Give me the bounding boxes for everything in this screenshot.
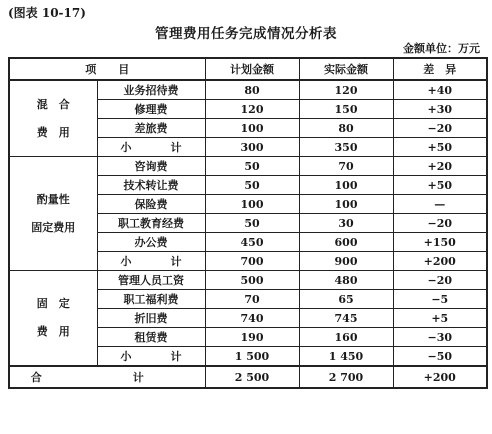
cell-diff: −5	[393, 290, 487, 309]
cell-planned: 450	[205, 233, 299, 252]
subtotal-label: 小 计	[97, 138, 205, 157]
cell-actual: 160	[299, 328, 393, 347]
cell-planned: 500	[205, 271, 299, 290]
header-planned: 计划金额	[205, 58, 299, 80]
cell-actual: 100	[299, 176, 393, 195]
subtotal-actual: 1 450	[299, 347, 393, 367]
cell-diff: —	[393, 195, 487, 214]
group-label-line: 费 用	[36, 325, 70, 338]
grand-total-planned: 2 500	[205, 366, 299, 388]
cell-planned: 120	[205, 100, 299, 119]
cell-actual: 745	[299, 309, 393, 328]
unit-note: 金额单位：万元	[403, 42, 480, 55]
group-label	[9, 271, 97, 367]
group-label-line: 固定费用	[31, 220, 76, 234]
cell-diff: −20	[393, 214, 487, 233]
cell-item: 咨询费	[97, 157, 205, 176]
cell-item: 职工教育经费	[97, 214, 205, 233]
cell-planned: 740	[205, 309, 299, 328]
cell-item: 租赁费	[97, 328, 205, 347]
cell-diff: +20	[393, 157, 487, 176]
cell-diff: +150	[393, 233, 487, 252]
group-label	[9, 157, 97, 271]
cell-planned: 100	[205, 195, 299, 214]
cell-diff: −20	[393, 271, 487, 290]
subtotal-diff: +200	[393, 252, 487, 271]
subtotal-planned: 1 500	[205, 347, 299, 367]
grand-total-diff: +200	[393, 366, 487, 388]
table-title: 管理费用任务完成情况分析表	[155, 26, 337, 42]
grand-total-label: 合 计	[9, 366, 205, 388]
cell-diff: −20	[393, 119, 487, 138]
cell-actual: 150	[299, 100, 393, 119]
grand-total-row	[9, 366, 487, 388]
subtotal-planned: 300	[205, 138, 299, 157]
table-row	[9, 157, 487, 176]
subtotal-diff: −50	[393, 347, 487, 367]
cell-planned: 50	[205, 176, 299, 195]
cell-planned: 50	[205, 157, 299, 176]
cell-item: 管理人员工资	[97, 271, 205, 290]
group-label-line: 费 用	[36, 125, 70, 139]
table-row	[9, 271, 487, 290]
subtotal-diff: +50	[393, 138, 487, 157]
group-label-line: 固 定	[36, 297, 70, 311]
cell-actual: 65	[299, 290, 393, 309]
expense-analysis-table	[8, 57, 488, 389]
cell-planned: 100	[205, 119, 299, 138]
grand-total-actual: 2 700	[299, 366, 393, 388]
cell-diff: +5	[393, 309, 487, 328]
cell-item: 技术转让费	[97, 176, 205, 195]
table-row	[9, 80, 487, 100]
cell-actual: 70	[299, 157, 393, 176]
cell-item: 业务招待费	[97, 80, 205, 100]
cell-planned: 190	[205, 328, 299, 347]
cell-actual: 30	[299, 214, 393, 233]
cell-planned: 50	[205, 214, 299, 233]
group-label	[9, 80, 97, 157]
cell-item: 折旧费	[97, 309, 205, 328]
figure-label: (图表 10-17)	[8, 6, 86, 20]
table-header-row	[9, 58, 487, 80]
subtotal-label: 小 计	[97, 347, 205, 367]
cell-actual: 100	[299, 195, 393, 214]
cell-actual: 600	[299, 233, 393, 252]
header-difference: 差 异	[393, 58, 487, 80]
group-label-line: 酌量性	[36, 192, 70, 206]
cell-diff: +30	[393, 100, 487, 119]
header-item: 项 目	[9, 58, 205, 80]
cell-diff: +50	[393, 176, 487, 195]
cell-item: 办公费	[97, 233, 205, 252]
cell-item: 差旅费	[97, 119, 205, 138]
cell-item: 保险费	[97, 195, 205, 214]
subtotal-actual: 900	[299, 252, 393, 271]
header-actual: 实际金额	[299, 58, 393, 80]
cell-diff: +40	[393, 80, 487, 100]
cell-actual: 120	[299, 80, 393, 100]
cell-diff: −30	[393, 328, 487, 347]
cell-item: 职工福利费	[97, 290, 205, 309]
cell-actual: 80	[299, 119, 393, 138]
table-body	[9, 80, 487, 388]
cell-actual: 480	[299, 271, 393, 290]
cell-planned: 80	[205, 80, 299, 100]
subtotal-label: 小 计	[97, 252, 205, 271]
subtotal-actual: 350	[299, 138, 393, 157]
cell-planned: 70	[205, 290, 299, 309]
subtotal-planned: 700	[205, 252, 299, 271]
group-label-line: 混 合	[36, 97, 70, 111]
cell-item: 修理费	[97, 100, 205, 119]
